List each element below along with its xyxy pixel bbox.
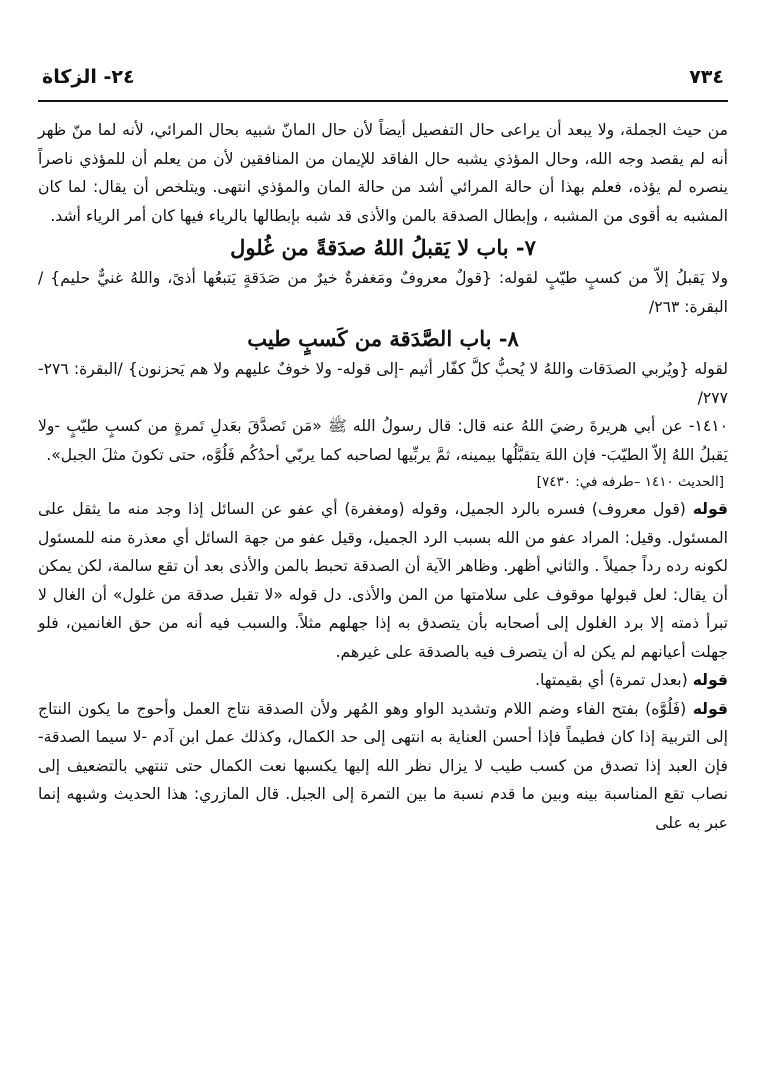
chapter-heading-8: ٨- باب الصَّدَقة من كَسبٍ طيب [247, 326, 519, 351]
page-number: ٧٣٤ [689, 66, 724, 88]
hadith-1410: ١٤١٠- عن أبي هريرةَ رضيَ اللهُ عنه قال: قال رسولُ الله ﷺ «مَن تَصدَّقَ بعَدلِ تَمرةٍ من كسبٍ طيّبٍ -ولا يَقبلُ اللهُ إلاّ الطيّبَ- فإن اللهَ يتقبَّلُها بيمينه، ثمَّ يربِّيها لصاحبه كما يربّي أحدُكُم فَلُوَّه، حتى تكونَ مثلَ الجبل». [38, 417, 728, 464]
commentary-paragraph-2 [38, 495, 728, 666]
term-qawluhu: قوله [692, 699, 728, 718]
commentary-text-4: (فَلُوَّه) بفتح الفاء وضم اللام وتشديد الواو وهو المُهر ولأن الصدقة نتاج العمل وأحوج ما يكون النتاج إلى التربية إذا كان فطيماً فإذا أحسن العناية به انتهى إلى حد الكمال، وكذلك عمل ابن آدم -لا سيما الصدقة- فإن العبد إذا تصدق من كسب طيب لا يزال نظر الله إليها يكسبها نعت الكمال حتى تنتهي بالتضعيف إلى نصاب تقع المناسبة بينه وبين ما قدم نسبة ما بين التمرة إلى الجبل. قال المازري: هذا الحديث وشبهه إنما عبر به على [38, 699, 728, 832]
commentary-paragraph-1: من حيث الجملة، ولا يبعد أن يراعى حال التفصيل أيضاً لأن حال المانّ شبيه بحال المرائي، لأنه لما منّ ظهر أنه لم يقصد وجه الله، وحال المؤذي يشبه حال الفاقد للإيمان من المنافقين لأن من يعلم أن للمؤذي ناصراً ينصره لم يؤذه، فعلم بهذا أن حالة المرائي أشد من حالة المان والمؤذي انتهى. ويتلخص أن يقال: لما كان المشبه به أقوى من المشبه ، وإبطال الصدقة بالمن والأذى قد شبه بإبطالها بالرياء فيها كان أمر الرياء أشد. [38, 121, 728, 225]
header-rule [38, 100, 728, 102]
hadith-reference: [الحديث ١٤١٠ –طرفه في: ٧٤٣٠] [536, 474, 724, 490]
commentary-paragraph-4 [38, 695, 728, 838]
commentary-text-3: (بعدل تمرة) أي بقيمتها. [535, 671, 693, 689]
term-qawluhu: قوله [692, 671, 728, 689]
commentary-text-2: (قول معروف) فسره بالرد الجميل، وقوله (ومغفرة) أي عفو عن السائل إذا وجد منه ما يثقل على المسئول. وقيل: المراد عفو من الله بسبب الرد الجميل، وقيل عفو من جهة السائل أي معذرة منه للمسئول لكونه رده رداً جميلاً . والثاني أظهر. وظاهر الآية أن الصدقة تحبط بالمن والأذى بعد أن تقع سالمة، لكن يمكن أن يقال: لعل قبولها موقوف على سلامتها من المن والأذى. دل قوله «لا تقبل صدقة من غلول» أن الغال لا تبرأ ذمته إلا برد الغلول إلى أصحابه بأن يتصدق به إذا جهلهم مثلاً. والسبب فيه أنه من حق الغانمين، فلو جهلت أعيانهم لم يكن له أن يتصرف فيه بالصدقة على غيرهم. [38, 500, 728, 661]
commentary-paragraph-3 [38, 666, 728, 695]
chapter-title: ٢٤- الزكاة [42, 66, 135, 88]
term-qawluhu: قوله [692, 500, 728, 518]
page-body [38, 116, 728, 837]
page-header [38, 58, 728, 94]
chapter-8-text: لقوله {ويُربي الصدَقات واللهُ لا يُحبُّ كلَّ كفّار أثيم -إلى قوله- ولا خوفٌ عليهم ولا هم يَحزنون} /البقرة: ٢٧٦- ٢٧٧/ [38, 360, 728, 407]
chapter-7-text: ولا يَقبلُ إلاّ من كسبٍ طيّبٍ لقوله: {قولٌ معروفٌ ومَغفرةٌ خيرٌ من صَدَقةٍ يَتبعُها أذىً، واللهُ غنيٌّ حليم} /البقرة: ٢٦٣/ [38, 269, 728, 316]
chapter-heading-7: ٧- باب لا يَقبلُ اللهُ صدَقةً من غُلول [230, 235, 536, 260]
